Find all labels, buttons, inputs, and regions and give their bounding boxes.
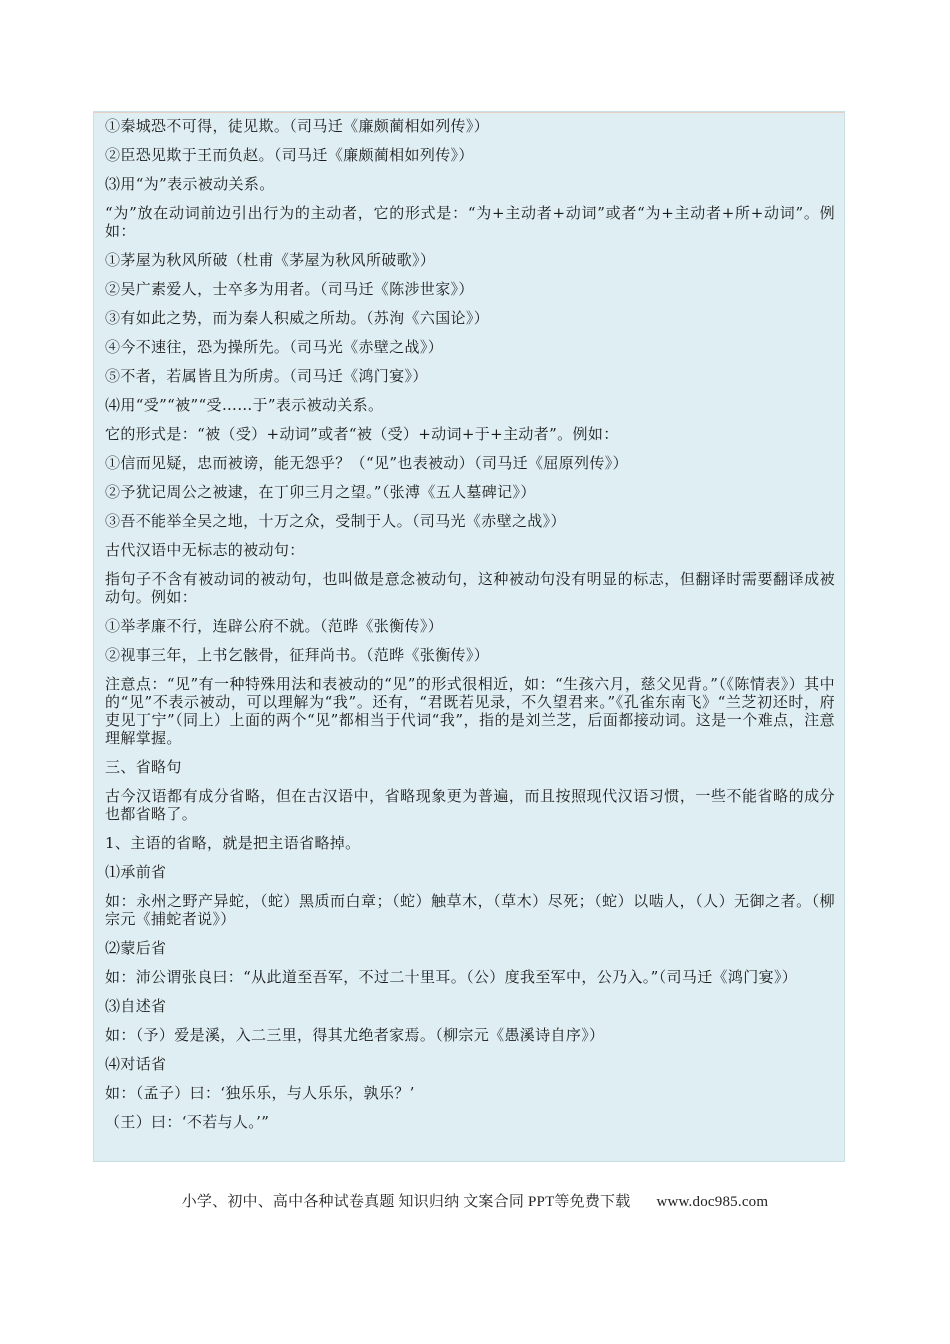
- line-29: ⑷对话省: [105, 1055, 167, 1073]
- line-4: “为”放在动词前边引出行为的主动者，它的形式是：“为+主动者+动词”或者“为+主动者+所+动词”。例如：: [105, 204, 835, 240]
- line-21: 古今汉语都有成分省略，但在古汉语中，省略现象更为普遍，而且按照现代汉语习惯，一些不能省略的成分也都省略了。: [105, 787, 835, 823]
- line-25: ⑵蒙后省: [105, 939, 167, 957]
- line-28: 如：（予）爱是溪，入二三里，得其尤绝者家焉。（柳宗元《愚溪诗自序》）: [105, 1026, 605, 1044]
- line-13: ②予犹记周公之被逮，在丁卯三月之望。”（张溥《五人墓碑记》）: [105, 483, 536, 501]
- line-22: 1、主语的省略，就是把主语省略掉。: [105, 834, 361, 852]
- footer-url[interactable]: www.doc985.com: [656, 1194, 769, 1210]
- line-1: ①秦城恐不可得，徒见欺。（司马迁《廉颇蔺相如列传》）: [105, 117, 490, 135]
- line-17: ①举孝廉不行，连辟公府不就。（范晔《张衡传》）: [105, 617, 444, 635]
- line-26: 如：沛公谓张良曰：“从此道至吾军，不过二十里耳。（公）度我至军中，公乃入。”（司马迁《鸿门宴》）: [105, 968, 798, 986]
- line-9: ⑤不者，若属皆且为所虏。（司马迁《鸿门宴》）: [105, 367, 428, 385]
- footer-text: 小学、初中、高中各种试卷真题 知识归纳 文案合同 PPT等免费下载: [181, 1194, 631, 1210]
- line-8: ④今不速往，恐为操所先。（司马光《赤壁之战》）: [105, 338, 444, 356]
- line-19: 注意点：“见”有一种特殊用法和表被动的“见”的形式很相近，如：“生孩六月，慈父见背。”（《陈情表》）其中的“见”不表示被动，可以理解为“我”。还有，“君既若见录，不久望君来。”《孔雀东南飞》“兰芝初还时，府吏见丁宁”（同上）上面的两个“见”都相当于代词“我”，指的是刘兰芝，后面都接动词。这是一个难点，注意理解掌握。: [105, 675, 835, 747]
- line-3: ⑶用“为”表示被动关系。: [105, 175, 275, 193]
- line-6: ②吴广素爱人，士卒多为用者。（司马迁《陈涉世家》）: [105, 280, 474, 298]
- line-7: ③有如此之势，而为秦人积威之所劫。（苏洵《六国论》）: [105, 309, 490, 327]
- page-footer: [0, 1190, 950, 1211]
- line-31: （王）曰：‘不若与人。’”: [105, 1113, 270, 1131]
- content-box: [93, 111, 845, 1162]
- line-18: ②视事三年，上书乞骸骨，征拜尚书。（范晔《张衡传》）: [105, 646, 490, 664]
- line-2: ②臣恐见欺于王而负赵。（司马迁《廉颇蔺相如列传》）: [105, 146, 474, 164]
- line-11: 它的形式是：“被（受）+动词”或者“被（受）+动词+于+主动者”。例如：: [105, 425, 619, 443]
- content-text: [105, 117, 835, 1131]
- line-5: ①茅屋为秋风所破（杜甫《茅屋为秋风所破歌》）: [105, 251, 436, 269]
- line-24: 如：永州之野产异蛇，（蛇）黑质而白章；（蛇）触草木，（草木）尽死；（蛇）以啮人，（人）无御之者。（柳宗元《捕蛇者说》）: [105, 892, 835, 928]
- line-10: ⑷用“受”“被”“受……于”表示被动关系。: [105, 396, 384, 414]
- line-12: ①信而见疑，忠而被谤，能无怨乎？（“见”也表被动）（司马迁《屈原列传》）: [105, 454, 628, 472]
- line-27: ⑶自述省: [105, 997, 167, 1015]
- line-30: 如：（孟子）曰：‘独乐乐，与人乐乐，孰乐？’: [105, 1084, 415, 1102]
- line-23: ⑴承前省: [105, 863, 167, 881]
- line-20: 三、省略句: [105, 758, 182, 776]
- line-14: ③吾不能举全吴之地，十万之众，受制于人。（司马光《赤壁之战》）: [105, 512, 566, 530]
- line-16: 指句子不含有被动词的被动句，也叫做是意念被动句，这种被动句没有明显的标志，但翻译时需要翻译成被动句。例如：: [105, 570, 835, 606]
- line-15: 古代汉语中无标志的被动句：: [105, 541, 305, 559]
